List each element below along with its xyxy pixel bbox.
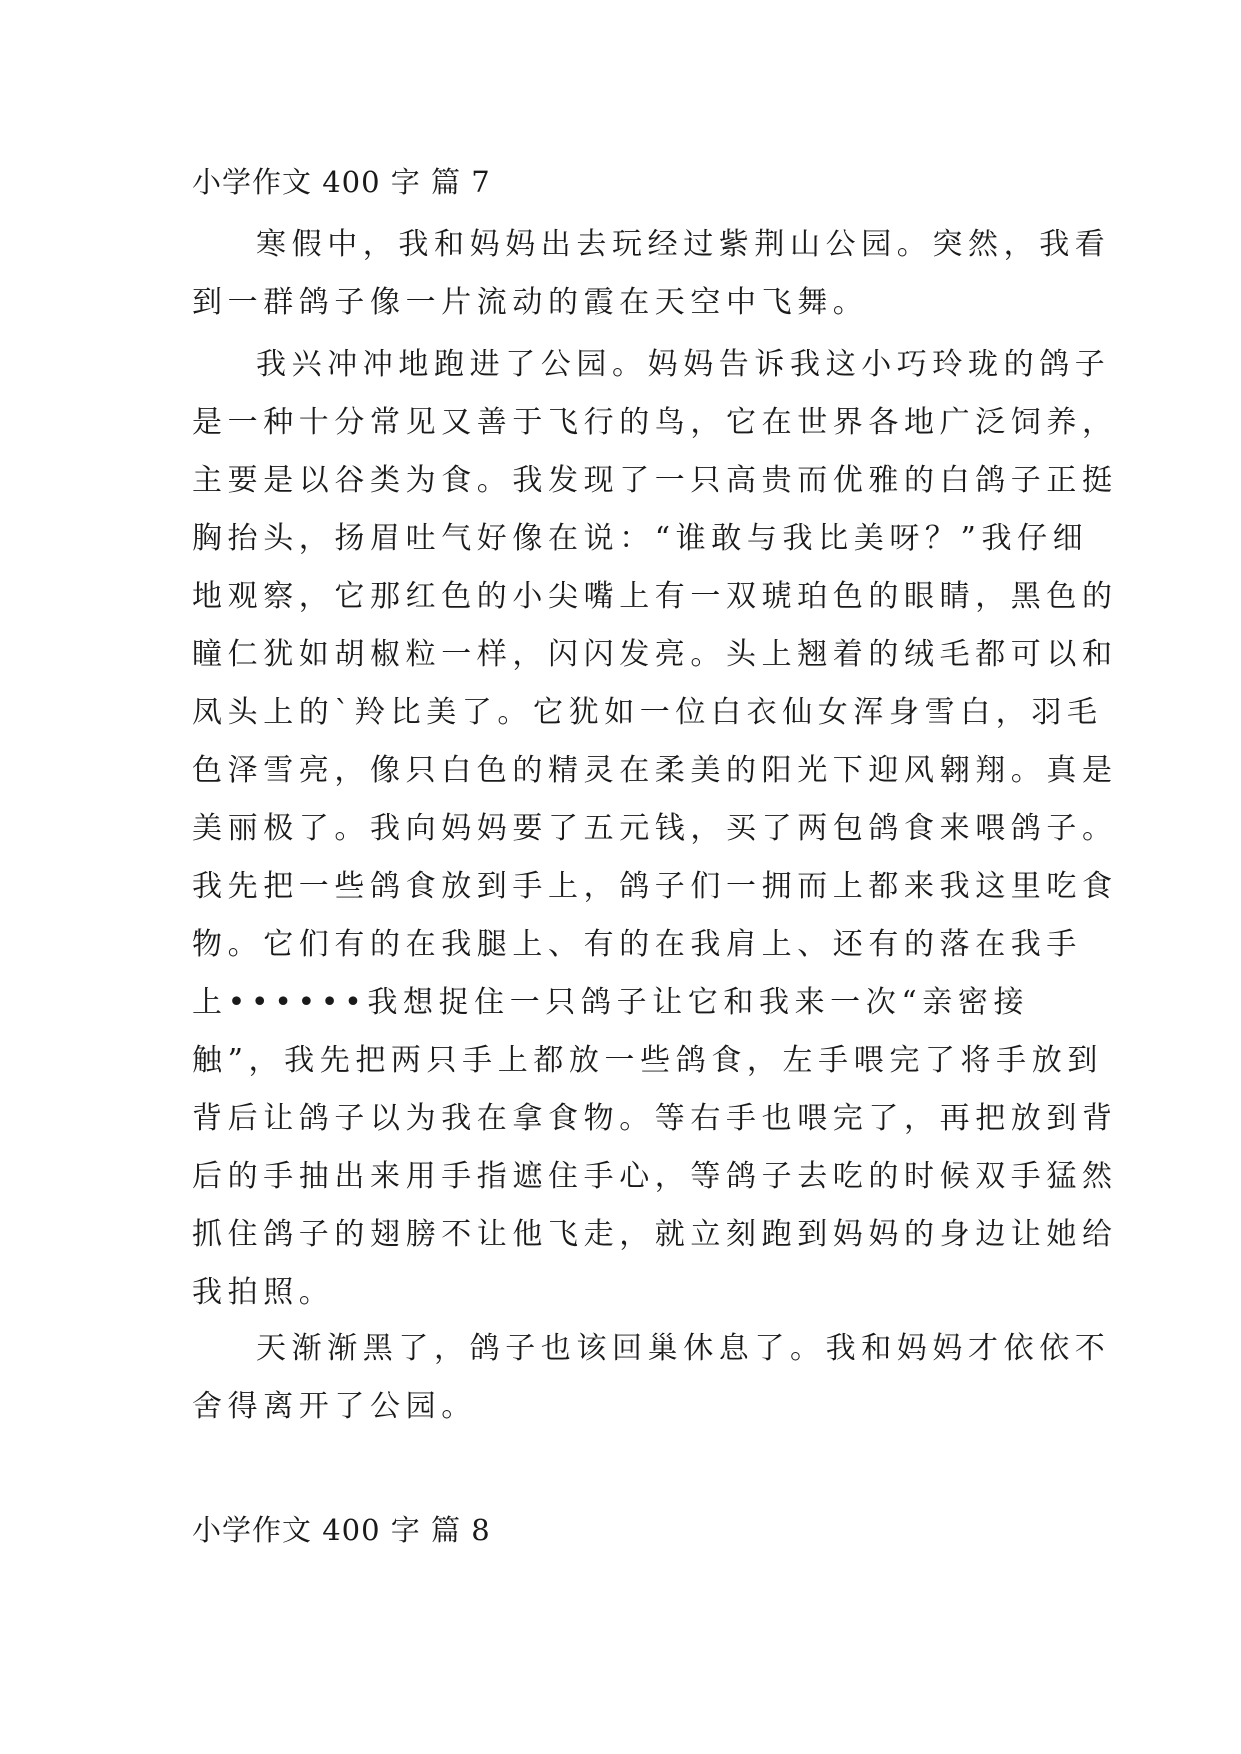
text-line: 天渐渐黑了，鸽子也该回巢休息了。我和妈妈才依依不 — [256, 1331, 1111, 1366]
text-line: 我先把一些鸽食放到手上，鸽子们一拥而上都来我这里吃食 — [192, 869, 1118, 904]
section-heading: 小学作文 400 字 篇 8 — [192, 1513, 491, 1547]
text-line: 舍得离开了公园。 — [192, 1389, 477, 1424]
paragraph — [192, 336, 1118, 1322]
text-line: 背后让鸽子以为我在拿食物。等右手也喂完了，再把放到背 — [192, 1101, 1118, 1136]
text-line: 美丽极了。我向妈妈要了五元钱，买了两包鸽食来喂鸽子。 — [192, 811, 1118, 846]
paragraph — [192, 216, 1111, 332]
text-line: 胸抬头，扬眉吐气好像在说：“谁敢与我比美呀？”我仔细 — [192, 521, 1089, 556]
text-line: 是一种十分常见又善于飞行的鸟，它在世界各地广泛饲养， — [192, 405, 1118, 440]
text-line: 主要是以谷类为食。我发现了一只高贵而优雅的白鸽子正挺 — [192, 463, 1118, 498]
text-line: 我兴冲冲地跑进了公园。妈妈告诉我这小巧玲珑的鸽子 — [256, 347, 1111, 382]
text-line: 抓住鸽子的翅膀不让他飞走，就立刻跑到妈妈的身边让她给 — [192, 1217, 1118, 1252]
text-line: 寒假中，我和妈妈出去玩经过紫荆山公园。突然，我看 — [256, 227, 1111, 262]
text-line: 凤头上的`羚比美了。它犹如一位白衣仙女浑身雪白，羽毛 — [192, 695, 1103, 730]
text-line: 瞳仁犹如胡椒粒一样，闪闪发亮。头上翘着的绒毛都可以和 — [192, 637, 1118, 672]
text-line: 色泽雪亮，像只白色的精灵在柔美的阳光下迎风翱翔。真是 — [192, 753, 1118, 788]
text-line: 我拍照。 — [192, 1275, 335, 1310]
text-line: 触”，我先把两只手上都放一些鸽食，左手喂完了将手放到 — [192, 1043, 1103, 1078]
text-line: 地观察，它那红色的小尖嘴上有一双琥珀色的眼睛，黑色的 — [192, 579, 1118, 614]
text-line: 后的手抽出来用手指遮住手心，等鸽子去吃的时候双手猛然 — [192, 1159, 1118, 1194]
section-heading: 小学作文 400 字 篇 7 — [192, 165, 491, 199]
text-line: 物。它们有的在我腿上、有的在我肩上、还有的落在我手 — [192, 927, 1082, 962]
text-line: 到一群鸽子像一片流动的霞在天空中飞舞。 — [192, 285, 869, 320]
text-line: 上••••••我想捉住一只鸽子让它和我来一次“亲密接 — [192, 985, 1030, 1020]
paragraph — [192, 1320, 1111, 1436]
